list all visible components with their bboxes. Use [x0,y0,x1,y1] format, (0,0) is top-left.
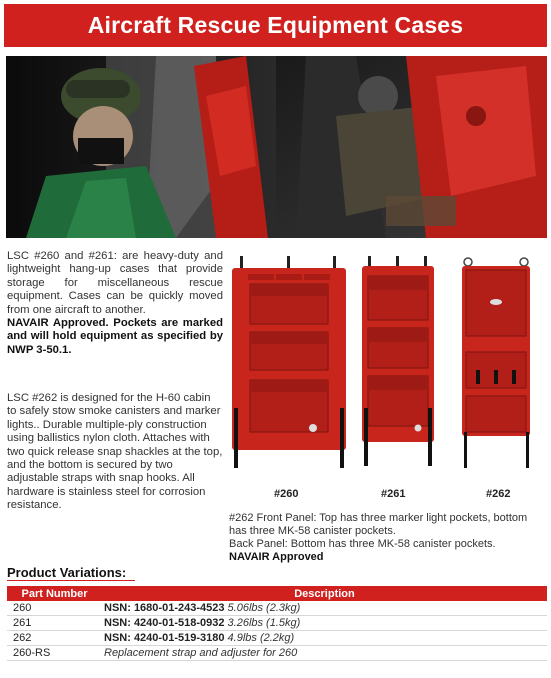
lsc262-paragraph [7,392,223,513]
page-title: Aircraft Rescue Equipment Cases [87,12,464,38]
panel-caption [229,512,547,564]
intro-text: LSC #260 and #261: are heavy-duty and lightweight hang-up cases that provide storage for miscellaneous rescue equipment. Cases can be quickly moved from one aircraft to another. [7,250,223,316]
description-cell [102,646,547,661]
case-panels-figure [228,248,550,510]
weight-value: 4.9lbs (2.2kg) [227,632,295,644]
caption-front-panel: #262 Front Panel: Top has three marker light pockets, bottom has three MK-58 canister pockets. [229,512,528,537]
part-number-cell: 260-RS [7,646,102,661]
weight-value: 3.26lbs (1.5kg) [227,617,301,629]
panel-label-260: #260 [274,488,299,500]
table-header-row [7,586,547,601]
nsn-value: NSN: 4240-01-518-0932 [104,617,225,629]
column-header-description: Description [102,586,547,601]
description-cell [102,631,547,646]
table-row [7,631,547,646]
caption-approved: NAVAIR Approved [229,551,324,563]
case-260-panel [232,256,346,468]
nsn-value: NSN: 1680-01-243-4523 [104,602,225,614]
table-row [7,616,547,631]
product-variations-table [7,586,547,661]
hero-photo [6,56,547,238]
part-number-cell: 260 [7,601,102,616]
product-variations-title: Product Variations: [7,565,127,580]
product-variations-rule [7,580,135,581]
page-title-banner [4,4,547,47]
panel-label-261: #261 [381,488,406,500]
intro-approval: NAVAIR Approved. Pockets are marked and will hold equipment as specified by NWP 3-50.1. [7,317,223,356]
panel-label-262: #262 [486,488,511,500]
case-panels-illustration [228,248,550,510]
intro-paragraph [7,250,223,357]
column-header-part-number: Part Number [7,586,102,601]
lsc262-text: LSC #262 is designed for the H-60 cabin to safely stow smoke canisters and marker lights.. Durable multiple-ply construction using ballistics nylon cloth. Attaches with two quick release snap shackles at the top, and the bottom is secured by two adjustable straps with snap hooks. All hardware is stainless steel for corrosion resistance. [7,392,223,512]
caption-back-panel: Back Panel: Bottom has three MK-58 canister pockets. [229,538,496,550]
note-value: Replacement strap and adjuster for 260 [104,647,298,659]
nsn-value: NSN: 4240-01-519-3180 [104,632,225,644]
hero-photo-illustration [6,56,547,238]
table-row [7,646,547,661]
case-262-panel [462,258,530,468]
weight-value: 5.06lbs (2.3kg) [227,602,301,614]
case-261-panel [362,256,434,466]
description-cell [102,616,547,631]
description-cell [102,601,547,616]
table-row [7,601,547,616]
part-number-cell: 262 [7,631,102,646]
part-number-cell: 261 [7,616,102,631]
